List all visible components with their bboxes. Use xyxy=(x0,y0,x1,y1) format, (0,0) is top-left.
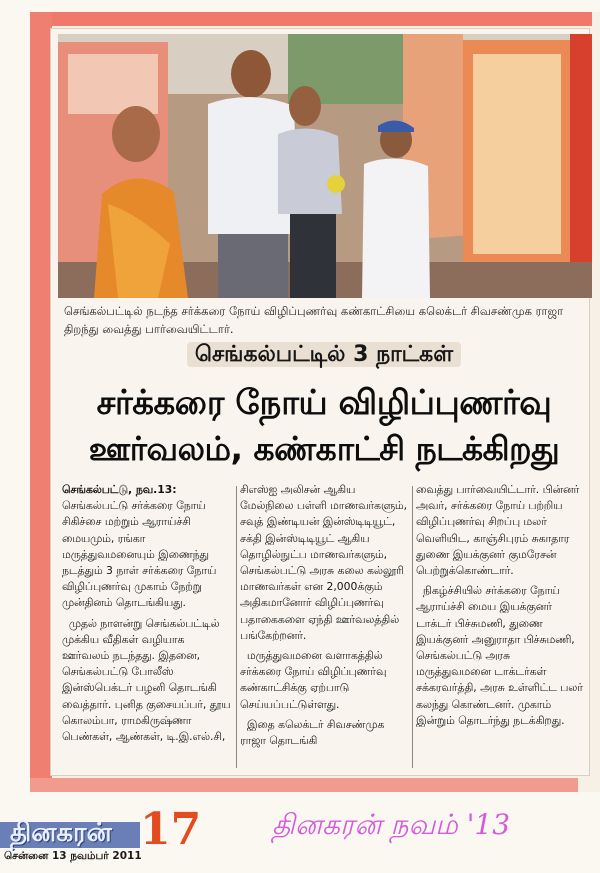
paragraph-text: சிஎஸ்ஐ அலிசன் ஆகிய மேல்நிலை பள்ளி மாணவர்களும், சவுத் இண்டியன் இன்ஸ்டிடியூட், சக்தி இன்ஸ்டிடியூட் ஆகிய தொழில்நுட்ப மாணவர்களும், செங்கல்பட்டு அரசு கலை கல்லூரி மாணவர்கள் என 2,000க்கும் அதிகமானோர் விழிப்புணர்வு பதாகைகளை ஏந்தி ஊர்வலத்தில் பங்கேற்றனர். xyxy=(240,483,408,642)
paragraph-text: இதை கலெக்டர் சிவசண்முக ராஜா தொடங்கி xyxy=(240,717,385,748)
headline-line-2: ஊர்வலம், கண்காட்சி நடக்கிறது xyxy=(88,429,560,468)
article-column-3 xyxy=(416,482,586,772)
article-body xyxy=(58,482,588,772)
edition-date: சென்னை 13 நவம்பர் 2011 xyxy=(4,850,142,862)
paragraph-text: முதல் நாளன்று செங்கல்பட்டில் முக்கிய வீதிகள் வழியாக ஊர்வலம் நடந்தது. இதனை, செங்கல்பட்டு போலீஸ் இன்ஸ்பெக்டர் பழனி தொடங்கி வைத்தார். புனித குசையப்பர், தூய கொலம்பா, ராமகிருஷ்ணா பெண்கள், ஆண்கள், டி.இ.எல்.சி, xyxy=(62,616,231,744)
paragraph xyxy=(240,648,410,713)
paragraph xyxy=(240,717,410,749)
paragraph xyxy=(62,482,232,612)
red-tape-top xyxy=(44,12,592,26)
column-rule xyxy=(412,486,413,768)
newspaper-logo: தினகரன் xyxy=(10,818,112,848)
red-tape-bottom xyxy=(30,778,578,792)
column-rule xyxy=(236,486,237,768)
headline-line-1: சர்க்கரை நோய் விழிப்புணர்வு xyxy=(96,383,552,423)
photo-caption: செங்கல்பட்டில் நடந்த சர்க்கரை நோய் விழிப்புணர்வு கண்காட்சியை கலெக்டர் சிவசண்முக ராஜா திறந்து வைத்து பார்வையிட்டார். xyxy=(64,304,564,336)
article-column-2 xyxy=(240,482,410,772)
red-tape-left xyxy=(30,12,52,792)
paragraph xyxy=(240,482,410,644)
paragraph-text: மருத்துவமனை வளாகத்தில் சர்க்கரை நோய் விழிப்புணர்வு கண்காட்சிக்கு ஏற்பாடு செய்யப்பட்டுள்ளது. xyxy=(240,649,387,711)
paragraph-text: வைத்து பார்வையிட்டார். பின்னர் அவர், சர்க்கரை நோய் பற்றிய விழிப்புணர்வு சிறப்பு மலர் வெளியிட, காஞ்சிபுரம் சுகாதார துணை இயக்குனர் குமரேசன் பெற்றுக்கொண்டார். xyxy=(416,483,580,578)
news-photo xyxy=(58,34,592,298)
page-number: 17 xyxy=(140,804,202,855)
kicker-headline xyxy=(58,342,590,376)
paragraph xyxy=(62,616,232,746)
handwritten-note: தினகரன் நவம் '13 xyxy=(272,808,511,841)
paragraph xyxy=(416,482,586,579)
paragraph xyxy=(416,583,586,729)
dateline: செங்கல்பட்டு, நவ.13: xyxy=(62,483,177,496)
main-headline xyxy=(58,380,590,480)
paragraph-text: செங்கல்பட்டு சர்க்கரை நோய் சிகிச்சை மற்றும் ஆராய்ச்சி மையமும், ரங்கா மருத்துவமனையும் இணைந்து நடத்தும் 3 நாள் சர்க்கரை நோய் விழிப்புணர்வு முகாம் நேற்று முன்தினம் தொடங்கியது. xyxy=(62,499,217,610)
newspaper-masthead xyxy=(0,800,205,866)
article-column-1 xyxy=(62,482,232,772)
kicker-text: செங்கல்பட்டில் 3 நாட்கள் xyxy=(187,342,461,367)
paragraph-text: நிகழ்ச்சியில் சர்க்கரை நோய் ஆராய்ச்சி மைய இயக்குனர் டாக்டர் பிச்சுமணி, துணை இயக்குனர் அனுராதா பிச்சுமணி, செங்கல்பட்டு அரசு மருத்துவமனை டாக்டர்கள் சக்கரவர்த்தி, அரசு உள்ளிட்ட பலர் கலந்து கொண்டனர். முகாம் இன்றும் தொடர்ந்து நடக்கிறது. xyxy=(416,584,583,727)
